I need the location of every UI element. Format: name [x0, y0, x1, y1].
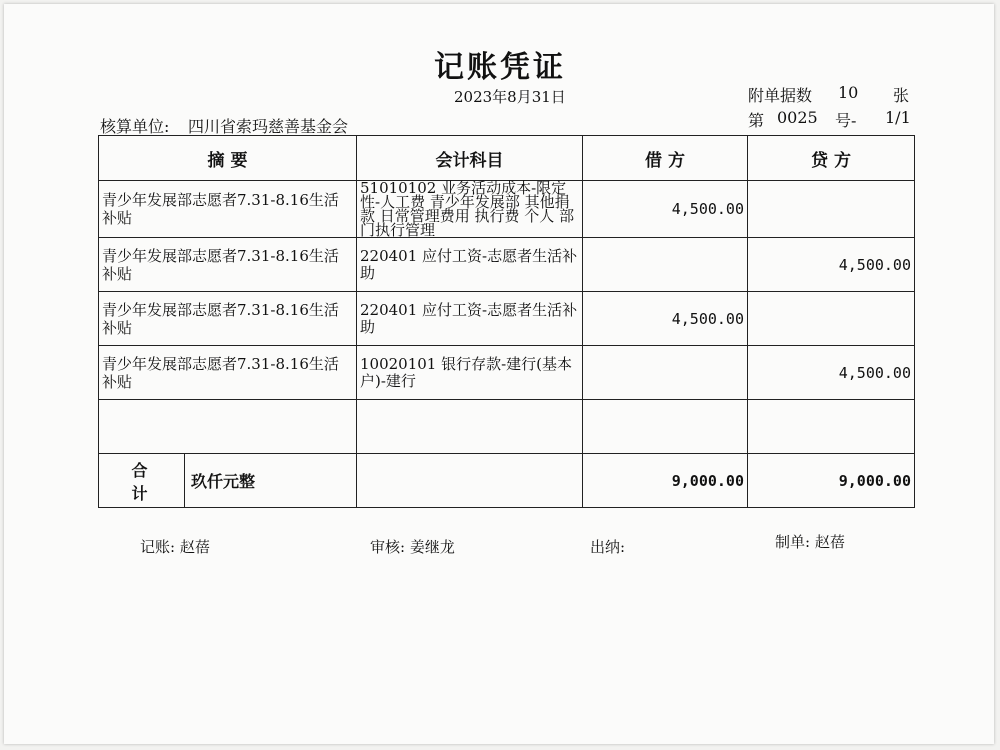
accounting-unit-label: 核算单位: [100, 117, 170, 136]
credit-cell [748, 181, 915, 238]
debit-cell: 4,500.00 [583, 292, 748, 346]
debit-cell: 4,500.00 [583, 181, 748, 238]
voucher-page: 1/1 [885, 108, 911, 127]
total-label: 合 计 [99, 454, 185, 507]
summary-cell: 青少年发展部志愿者7.31-8.16生活补贴 [99, 346, 357, 400]
summary-cell: 青少年发展部志愿者7.31-8.16生活补贴 [99, 181, 357, 238]
cashier-signature: 出纳: [590, 538, 626, 556]
total-credit: 9,000.00 [748, 454, 915, 508]
account-cell: 220401 应付工资-志愿者生活补助 [357, 292, 583, 346]
total-debit: 9,000.00 [583, 454, 748, 508]
credit-cell [748, 400, 915, 454]
total-cell [99, 454, 357, 508]
header-credit: 贷 方 [748, 136, 915, 181]
summary-cell [99, 400, 357, 454]
accounting-unit-value: 四川省索玛慈善基金会 [188, 117, 349, 136]
bookkeeper-signature: 记账: 赵蓓 [140, 538, 210, 556]
attachments-count: 10 [838, 83, 859, 102]
table-row [99, 292, 915, 346]
total-row [99, 454, 915, 508]
header-account: 会计科目 [357, 136, 583, 181]
attachments-unit: 张 [893, 86, 910, 105]
credit-cell [748, 292, 915, 346]
header-debit: 借 方 [583, 136, 748, 181]
summary-cell: 青少年发展部志愿者7.31-8.16生活补贴 [99, 292, 357, 346]
total-account-cell [357, 454, 583, 508]
auditor-signature: 审核: 姜继龙 [370, 538, 455, 556]
debit-cell [583, 346, 748, 400]
voucher-no-number: 0025 [777, 108, 818, 127]
account-cell: 51010102 业务活动成本-限定性-人工费 青少年发展部 其他捐款 日常管理费用 执行费 个人 部门执行管理 [357, 181, 583, 238]
table-row [99, 181, 915, 238]
account-cell: 220401 应付工资-志愿者生活补助 [357, 238, 583, 292]
credit-cell: 4,500.00 [748, 346, 915, 400]
preparer-signature: 制单: 赵蓓 [775, 533, 845, 551]
table-row [99, 346, 915, 400]
account-cell: 10020101 银行存款-建行(基本户)-建行 [357, 346, 583, 400]
voucher-date: 2023年8月31日 [454, 88, 566, 106]
table-row-empty [99, 400, 915, 454]
attachments-label: 附单据数 [748, 86, 813, 105]
credit-cell: 4,500.00 [748, 238, 915, 292]
table-header-row [99, 136, 915, 181]
debit-cell [583, 400, 748, 454]
voucher-no-suffix: 号- [835, 111, 857, 130]
voucher-no-prefix: 第 [748, 111, 765, 130]
total-amount-words: 玖仟元整 [191, 472, 256, 491]
header-summary: 摘 要 [99, 136, 357, 181]
summary-cell: 青少年发展部志愿者7.31-8.16生活补贴 [99, 238, 357, 292]
account-cell [357, 400, 583, 454]
debit-cell [583, 238, 748, 292]
voucher-title: 记账凭证 [434, 50, 566, 85]
table-row [99, 238, 915, 292]
voucher-table [98, 135, 915, 508]
